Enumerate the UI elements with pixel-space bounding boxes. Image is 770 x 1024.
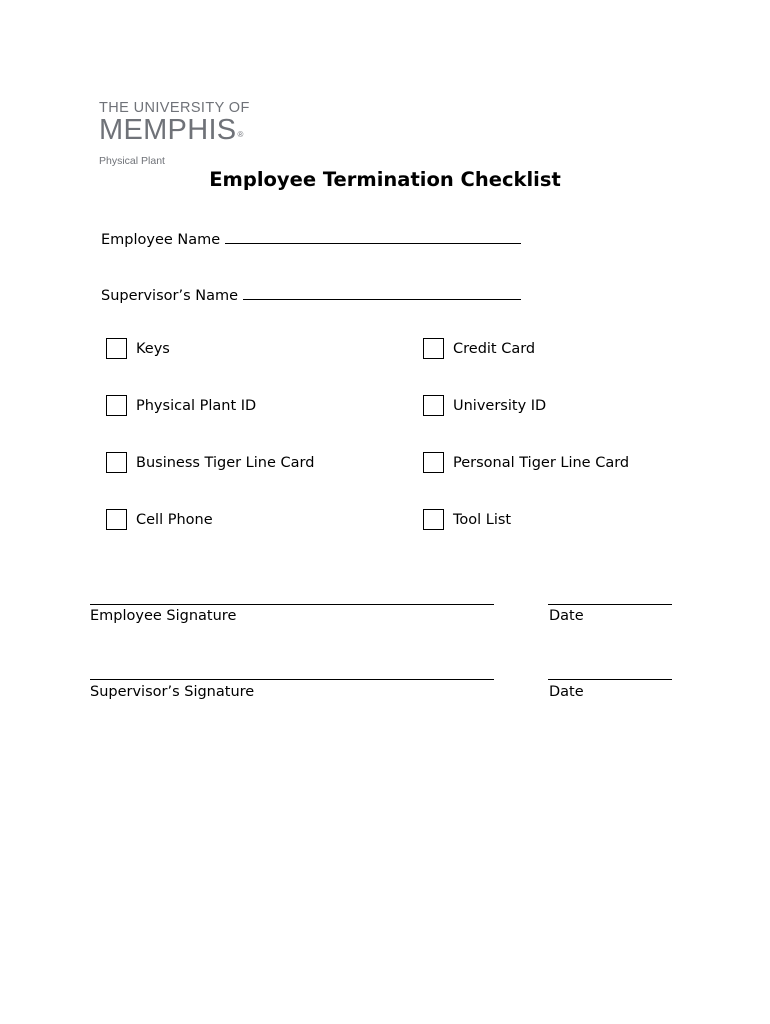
- keys-checkbox[interactable]: [106, 338, 127, 359]
- logo-line-university-of: THE UNIVERSITY OF: [99, 100, 250, 116]
- supervisor-date-line[interactable]: [548, 679, 672, 680]
- checklist-item-personal-tiger-line-card: [423, 452, 629, 473]
- checklist-item-university-id: [423, 395, 546, 416]
- checklist-item-label: Cell Phone: [136, 511, 213, 528]
- logo-department: Physical Plant: [99, 155, 165, 167]
- checklist-item-credit-card: [423, 338, 535, 359]
- checklist-item-label: Physical Plant ID: [136, 397, 257, 414]
- supervisor-name-label: Supervisor’s Name: [101, 288, 239, 304]
- credit-card-checkbox[interactable]: [423, 338, 444, 359]
- employee-date-line[interactable]: [548, 604, 672, 605]
- employee-date-label: Date: [549, 608, 584, 624]
- university-logo: [99, 100, 250, 168]
- employee-name-field: [101, 229, 521, 250]
- page-title: Employee Termination Checklist: [209, 168, 561, 191]
- checklist-item-label: Credit Card: [453, 340, 536, 357]
- checklist-item-label: Keys: [136, 340, 170, 357]
- employee-signature-line[interactable]: [90, 604, 494, 605]
- supervisor-name-line[interactable]: [243, 285, 521, 300]
- physical-plant-id-checkbox[interactable]: [106, 395, 127, 416]
- checklist-item-cell-phone: [106, 509, 213, 530]
- checklist-item-label: University ID: [453, 397, 547, 414]
- employee-signature-label: Employee Signature: [90, 608, 237, 624]
- personal-tiger-line-card-checkbox[interactable]: [423, 452, 444, 473]
- checklist-item-label: Business Tiger Line Card: [136, 454, 315, 471]
- supervisor-name-field: [101, 285, 521, 306]
- supervisor-date-label: Date: [549, 684, 584, 700]
- checklist-item-label: Personal Tiger Line Card: [453, 454, 630, 471]
- tool-list-checkbox[interactable]: [423, 509, 444, 530]
- checklist-item-label: Tool List: [453, 511, 512, 528]
- checklist-item-keys: [106, 338, 170, 359]
- supervisor-signature-label: Supervisor’s Signature: [90, 684, 255, 700]
- logo-wordmark: [99, 115, 250, 150]
- employee-name-line[interactable]: [225, 229, 521, 244]
- checklist-item-physical-plant-id: [106, 395, 256, 416]
- registered-mark: ®: [237, 130, 244, 139]
- employee-name-label: Employee Name: [101, 232, 221, 248]
- business-tiger-line-card-checkbox[interactable]: [106, 452, 127, 473]
- logo-wordmark-text: MEMPHIS: [99, 114, 237, 146]
- checklist-item-business-tiger-line-card: [106, 452, 314, 473]
- checklist-item-tool-list: [423, 509, 511, 530]
- cell-phone-checkbox[interactable]: [106, 509, 127, 530]
- supervisor-signature-line[interactable]: [90, 679, 494, 680]
- university-id-checkbox[interactable]: [423, 395, 444, 416]
